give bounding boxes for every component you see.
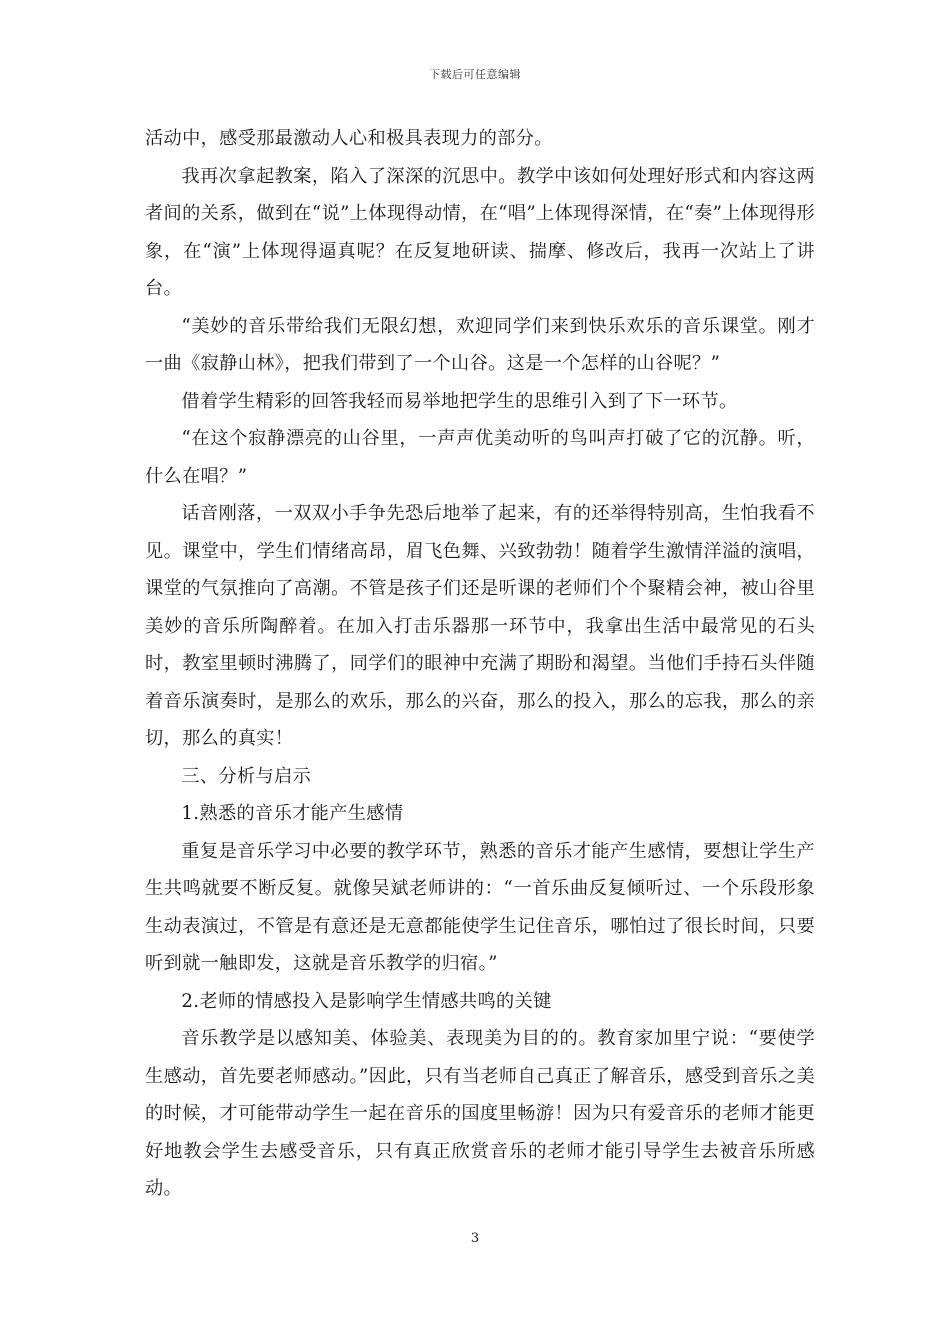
page-number: 3 xyxy=(470,1231,480,1246)
subsection-heading: 2.老师的情感投入是影响学生情感共鸣的关键 xyxy=(181,990,552,1012)
paragraph: 话音刚落，一双双小手争先恐后地举了起来，有的还举得特别高，生怕我看不见。课堂中，学生们情绪高昂，眉飞色舞、兴致勃勃！随着学生激情洋溢的演唱，课堂的气氛推向了高潮。不管是孩子们还是听课的老师们个个聚精会神，被山谷里美妙的音乐所陶醉着。在加入打击乐器那一环节中，我拿出生活中最常见的石头时，教室里顿时沸腾了，同学们的眼神中充满了期盼和渴望。当他们手持石头伴随着音乐演奏时，是那么的欢乐，那么的兴奋，那么的投入，那么的忘我，那么的亲切，那么的真实！ xyxy=(145,503,815,749)
paragraph-continuation: 活动中，感受那最激动人心和极具表现力的部分。 xyxy=(145,128,553,149)
page-header: 下载后可任意编辑 xyxy=(429,68,521,81)
paragraph: 音乐教学是以感知美、体验美、表现美为目的的。教育家加里宁说：“要使学生感动，首先要老师感动。”因此，只有当老师自己真正了解音乐，感受到音乐之美的时候，才可能带动学生一起在音乐的国度里畅游！因为只有爱音乐的老师才能更好地教会学生去感受音乐，只有真正欣赏音乐的老师才能引导学生去被音乐所感动。 xyxy=(145,1028,815,1199)
paragraph: 我再次拿起教案，陷入了深深的沉思中。教学中该如何处理好形式和内容这两者间的关系，做到在“说”上体现得动情，在“唱”上体现得深情，在“奏”上体现得形象，在“演”上体现得逼真呢？在反复地研读、揣摩、修改后，我再一次站上了讲台。 xyxy=(145,165,815,299)
paragraph-quote: “美妙的音乐带给我们无限幻想，欢迎同学们来到快乐欢乐的音乐课堂。刚才一曲《寂静山林》，把我们带到了一个山谷。这是一个怎样的山谷呢？” xyxy=(145,315,815,374)
paragraph: 借着学生精彩的回答我轻而易举地把学生的思维引入到了下一环节。 xyxy=(181,390,738,412)
subsection-heading: 1.熟悉的音乐才能产生感情 xyxy=(181,803,404,824)
document-body xyxy=(145,120,815,1208)
section-heading: 三、分析与启示 xyxy=(181,765,312,787)
paragraph-quote: “在这个寂静漂亮的山谷里，一声声优美动听的鸟叫声打破了它的沉静。听，什么在唱？” xyxy=(145,428,815,487)
paragraph: 重复是音乐学习中必要的教学环节，熟悉的音乐才能产生感情，要想让学生产生共鸣就要不断反复。就像吴斌老师讲的：“一首乐曲反复倾听过、一个乐段形象生动表演过，不管是有意还是无意都能使学生记住音乐，哪怕过了很长时间，只要听到就一触即发，这就是音乐教学的归宿。” xyxy=(145,840,815,974)
